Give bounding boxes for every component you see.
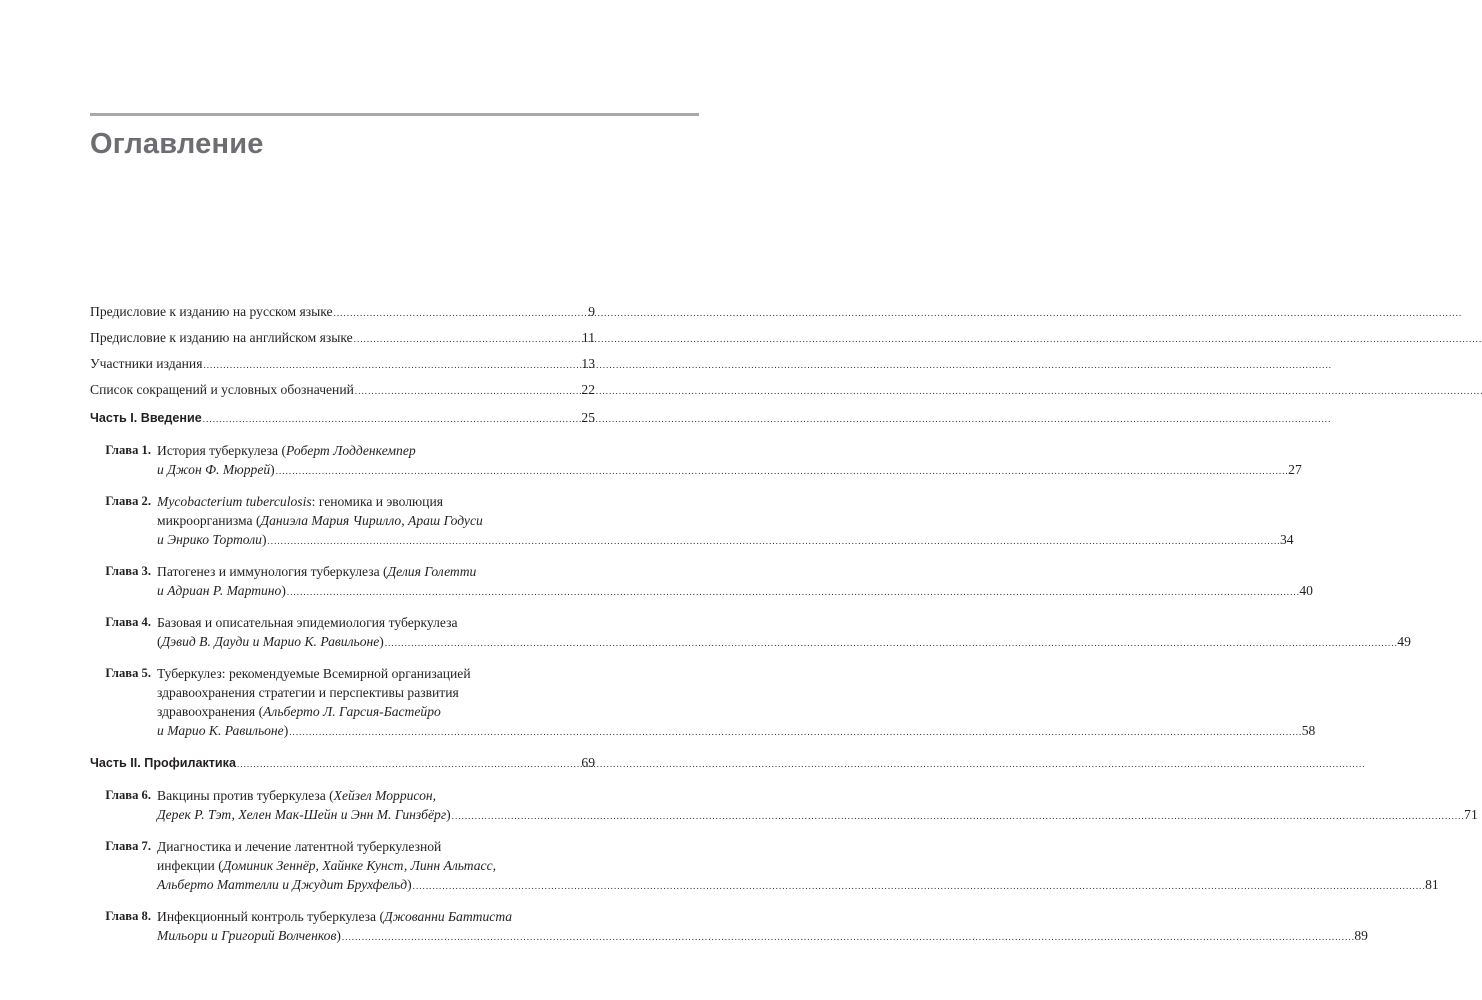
chapter-last-line bbox=[157, 581, 1313, 602]
author-text: Альберто Л. Гарсия-Бастейро bbox=[263, 704, 441, 719]
chapter-line bbox=[157, 441, 1302, 460]
title-text: Базовая и описательная эпидемиология туберкулеза bbox=[157, 615, 458, 630]
title-text: Патогенез и иммунология туберкулеза ( bbox=[157, 564, 388, 579]
author-text: и Адриан Р. Мартино bbox=[157, 583, 282, 598]
title-text: здравоохранения ( bbox=[157, 704, 264, 719]
chapter-line bbox=[157, 460, 275, 479]
title-text: инфекции ( bbox=[157, 858, 223, 873]
chapter-number: Глава 1. bbox=[105, 443, 151, 457]
toc-part-entry-page: 25 bbox=[581, 410, 595, 425]
chapter-body bbox=[157, 837, 1439, 896]
author-text: Мильори и Григорий Волченков bbox=[157, 928, 337, 943]
title-text: ) bbox=[281, 583, 286, 598]
chapter-body bbox=[157, 786, 1478, 826]
title-text: ) bbox=[407, 877, 412, 892]
toc-front-entry-label: Список сокращений и условных обозначений bbox=[90, 382, 354, 397]
toc-chapter-entry[interactable] bbox=[90, 613, 1411, 653]
chapter-line bbox=[157, 530, 266, 549]
author-text: и Энрико Тортоли bbox=[157, 532, 262, 547]
dot-leader bbox=[452, 805, 1463, 826]
toc-part-entry-page: 69 bbox=[581, 755, 595, 770]
dot-leader bbox=[267, 530, 1278, 551]
title-text: Диагностика и лечение латентной туберкулезной bbox=[157, 839, 442, 854]
chapter-page: 49 bbox=[1397, 634, 1411, 649]
chapter-number: Глава 6. bbox=[105, 788, 151, 802]
title-text: ) bbox=[379, 634, 384, 649]
chapter-number: Глава 8. bbox=[105, 909, 151, 923]
chapter-body bbox=[157, 664, 1315, 742]
chapter-number: Глава 4. bbox=[105, 615, 151, 629]
toc-chapter-entry[interactable] bbox=[90, 907, 1368, 947]
author-text: Даниэла Мария Чирилло, Араш Годуси bbox=[260, 513, 483, 528]
dot-leader bbox=[334, 302, 588, 323]
toc-chapter-entry[interactable] bbox=[90, 837, 1439, 896]
chapter-page: 34 bbox=[1279, 532, 1294, 547]
title-text: здравоохранения стратегии и перспективы развития bbox=[157, 685, 459, 700]
chapter-line bbox=[157, 837, 1439, 856]
author-text: Mycobacterium tuberculosis bbox=[157, 494, 312, 509]
toc-front-entry-page: 13 bbox=[581, 356, 595, 371]
toc-front-entry[interactable] bbox=[90, 302, 595, 323]
chapter-body bbox=[157, 492, 1294, 551]
author-text: и Марио К. Равильоне bbox=[157, 723, 284, 738]
dot-leader bbox=[413, 875, 1424, 896]
title-text: Вакцины против туберкулеза ( bbox=[157, 788, 334, 803]
toc-part-entry-label: Часть I. Введение bbox=[90, 411, 202, 425]
chapter-number: Глава 3. bbox=[105, 564, 151, 578]
title-text: История туберкулеза ( bbox=[157, 443, 287, 458]
chapter-page: 40 bbox=[1299, 583, 1313, 598]
chapter-line bbox=[157, 683, 1315, 702]
author-text: Альберто Маттелли и Джудит Брухфельд bbox=[157, 877, 408, 892]
chapter-line bbox=[157, 926, 341, 945]
toc-front-entry-label: Участники издания bbox=[90, 356, 203, 371]
chapter-last-line bbox=[157, 926, 1368, 947]
toc-part-entry[interactable] bbox=[90, 408, 595, 429]
toc-chapter-entry[interactable] bbox=[90, 492, 1294, 551]
toc-chapter-entry[interactable] bbox=[90, 441, 1302, 481]
chapter-number: Глава 5. bbox=[105, 666, 151, 680]
chapter-page: 89 bbox=[1354, 928, 1368, 943]
title-text: ) bbox=[336, 928, 341, 943]
toc-part-entry[interactable] bbox=[90, 753, 595, 774]
toc-front-entry-label: Предисловие к изданию на английском языке bbox=[90, 330, 353, 345]
dot-leader bbox=[287, 581, 1298, 602]
dot-leader bbox=[342, 926, 1353, 947]
chapter-line bbox=[157, 613, 1411, 632]
author-text: Делия Голетти bbox=[387, 564, 477, 579]
toc-front-entry-label: Предисловие к изданию на русском языке bbox=[90, 304, 333, 319]
toc-front-entry-page: 9 bbox=[588, 304, 595, 319]
toc-front-entry[interactable] bbox=[90, 380, 595, 401]
chapter-line bbox=[157, 907, 1368, 926]
table-of-contents bbox=[90, 302, 1478, 958]
chapter-line bbox=[157, 786, 1478, 805]
dot-leader bbox=[276, 460, 1287, 481]
chapter-last-line bbox=[157, 875, 1439, 896]
chapter-line bbox=[157, 632, 384, 651]
page-title: Оглавление bbox=[90, 128, 264, 160]
dot-leader bbox=[355, 380, 581, 401]
author-text: Доминик Зеннёр, Хайнке Кунст, Линн Альтасс, bbox=[222, 858, 496, 873]
toc-front-entry[interactable] bbox=[90, 354, 595, 375]
dot-leader bbox=[354, 328, 581, 349]
author-text: Дэвид В. Дауди и Марио К. Равильоне bbox=[161, 634, 380, 649]
dot-leader bbox=[385, 632, 1396, 653]
chapter-line bbox=[157, 805, 451, 824]
chapter-page: 27 bbox=[1288, 462, 1302, 477]
chapter-last-line bbox=[157, 632, 1411, 653]
chapter-body bbox=[157, 441, 1302, 481]
chapter-last-line bbox=[157, 530, 1294, 551]
chapter-page: 81 bbox=[1425, 877, 1439, 892]
chapter-body bbox=[157, 907, 1368, 947]
chapter-page: 71 bbox=[1464, 807, 1478, 822]
chapter-last-line bbox=[157, 721, 1315, 742]
chapter-line bbox=[157, 856, 1439, 875]
chapter-line bbox=[157, 511, 1294, 530]
chapter-line bbox=[157, 562, 1313, 581]
title-text: Инфекционный контроль туберкулеза ( bbox=[157, 909, 384, 924]
dot-leader bbox=[203, 354, 580, 375]
chapter-last-line bbox=[157, 460, 1302, 481]
toc-chapter-entry[interactable] bbox=[90, 562, 1313, 602]
title-text: : геномика и эволюция bbox=[311, 494, 443, 509]
chapter-body bbox=[157, 562, 1313, 602]
dot-leader bbox=[237, 753, 580, 774]
chapter-line bbox=[157, 721, 288, 740]
author-text: Роберт Лодденкемпер bbox=[286, 443, 416, 458]
author-text: Дерек Р. Тэт, Хелен Мак-Шейн и Энн М. Гинзбёрг bbox=[157, 807, 447, 822]
chapter-body bbox=[157, 613, 1411, 653]
dot-leader bbox=[289, 721, 1300, 742]
title-text: ) bbox=[283, 723, 289, 738]
chapter-line bbox=[157, 664, 1315, 683]
top-rule bbox=[90, 113, 699, 116]
chapter-line bbox=[157, 875, 412, 894]
author-text: Джованни Баттиста bbox=[384, 909, 513, 924]
chapter-line bbox=[157, 492, 1294, 511]
chapter-number: Глава 7. bbox=[105, 839, 151, 853]
title-text: микроорганизма ( bbox=[157, 513, 261, 528]
title-text: ) bbox=[261, 532, 267, 547]
toc-front-entry-page: 22 bbox=[581, 382, 595, 397]
title-text: ) bbox=[270, 462, 275, 477]
toc-part-entry-label: Часть II. Профилактика bbox=[90, 756, 236, 770]
author-text: Хейзел Моррисон, bbox=[333, 788, 437, 803]
title-text: Туберкулез: рекомендуемые Всемирной организацией bbox=[157, 666, 471, 681]
title-text: ) bbox=[446, 807, 451, 822]
toc-chapter-entry[interactable] bbox=[90, 786, 1478, 826]
toc-front-entry[interactable] bbox=[90, 328, 595, 349]
title-text: ( bbox=[157, 634, 162, 649]
author-text: и Джон Ф. Мюррей bbox=[157, 462, 271, 477]
dot-leader bbox=[203, 408, 581, 429]
chapter-line bbox=[157, 702, 1315, 721]
toc-front-entry-page: 11 bbox=[581, 330, 595, 345]
chapter-line bbox=[157, 581, 286, 600]
chapter-number: Глава 2. bbox=[105, 494, 151, 508]
toc-chapter-entry[interactable] bbox=[90, 664, 1316, 742]
chapter-last-line bbox=[157, 805, 1478, 826]
chapter-page: 58 bbox=[1301, 723, 1316, 738]
